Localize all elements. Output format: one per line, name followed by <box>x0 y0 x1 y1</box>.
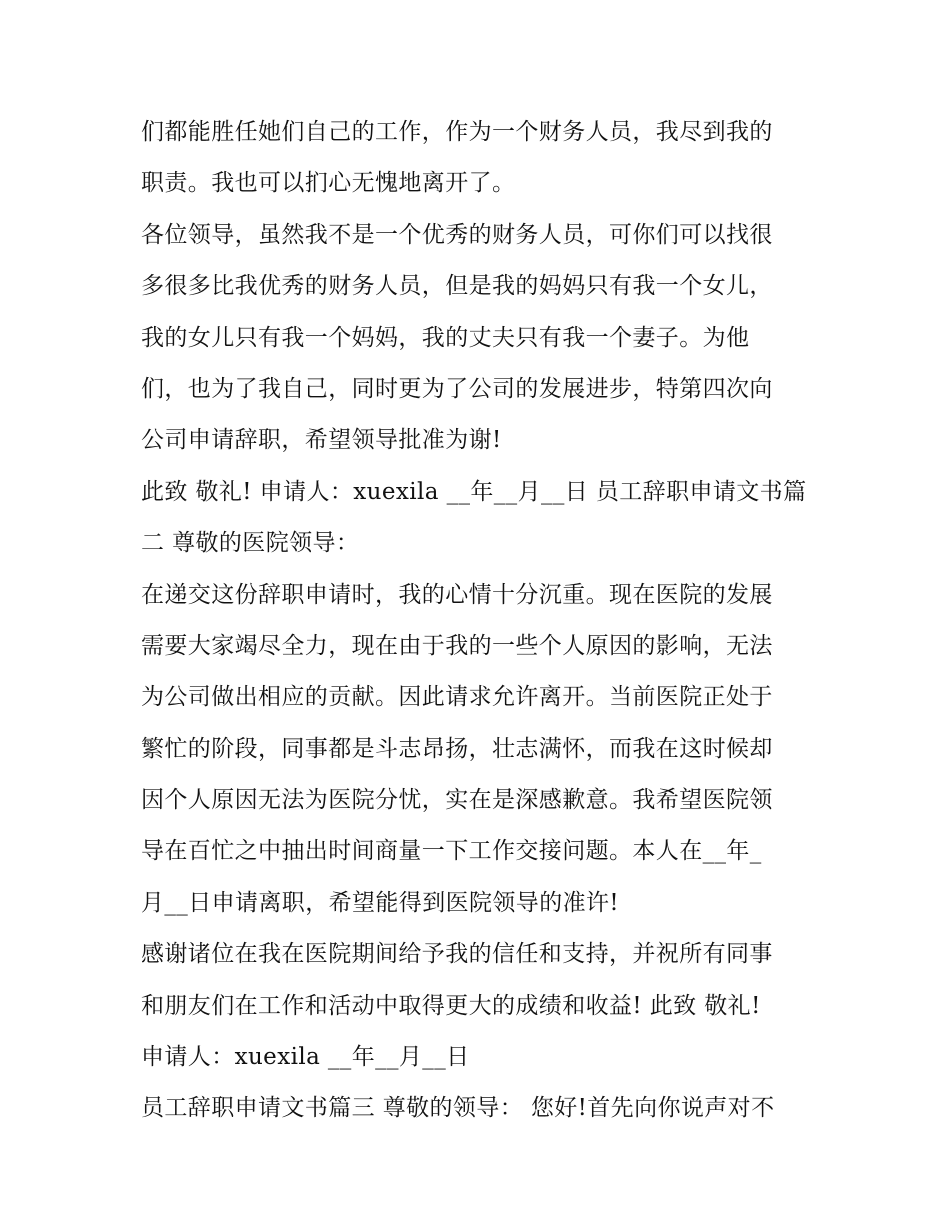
text-line: 职责。我也可以扪心无愧地离开了。 <box>141 170 516 197</box>
text-line: 为公司做出相应的贡献。因此请求允许离开。当前医院正处于 <box>141 684 773 711</box>
text-line: 月__日申请离职，希望能得到医院领导的准许! <box>141 889 620 916</box>
text-line: 繁忙的阶段，同事都是斗志昂扬，壮志满怀，而我在这时候却 <box>141 735 773 762</box>
text-line: 需要大家竭尽全力，现在由于我的一些个人原因的影响，无法 <box>141 632 773 659</box>
text-line: 多很多比我优秀的财务人员，但是我的妈妈只有我一个女儿， <box>141 273 773 300</box>
text-line: 公司申请辞职，希望领导批准为谢! <box>141 427 502 454</box>
text-line: 感谢诸位在我在医院期间给予我的信任和支持，并祝所有同事 <box>141 941 773 968</box>
text-line: 此致 敬礼! 申请人：xuexila __年__月__日 员工辞职申请文书篇 <box>141 478 807 505</box>
text-line: 因个人原因无法为医院分忧，实在是深感歉意。我希望医院领 <box>141 787 773 814</box>
text-line: 二 尊敬的医院领导： <box>141 530 360 557</box>
text-line: 申请人：xuexila __年__月__日 <box>141 1044 470 1071</box>
text-line: 我的女儿只有我一个妈妈，我的丈夫只有我一个妻子。为他 <box>141 324 750 351</box>
text-line: 们，也为了我自己，同时更为了公司的发展进步，特第四次向 <box>141 375 773 402</box>
document-body <box>141 107 821 1135</box>
text-line: 导在百忙之中抽出时间商量一下工作交接问题。本人在__年_ <box>141 838 762 865</box>
text-line: 和朋友们在工作和活动中取得更大的成绩和收益! 此致 敬礼! <box>141 992 761 1019</box>
text-line: 各位领导，虽然我不是一个优秀的财务人员，可你们可以找很 <box>141 221 773 248</box>
text-line: 员工辞职申请文书篇三 尊敬的领导： 您好!首先向你说声对不 <box>141 1095 775 1122</box>
text-line: 们都能胜任她们自己的工作，作为一个财务人员，我尽到我的 <box>141 119 773 145</box>
text-line: 在递交这份辞职申请时，我的心情十分沉重。现在医院的发展 <box>141 581 773 608</box>
